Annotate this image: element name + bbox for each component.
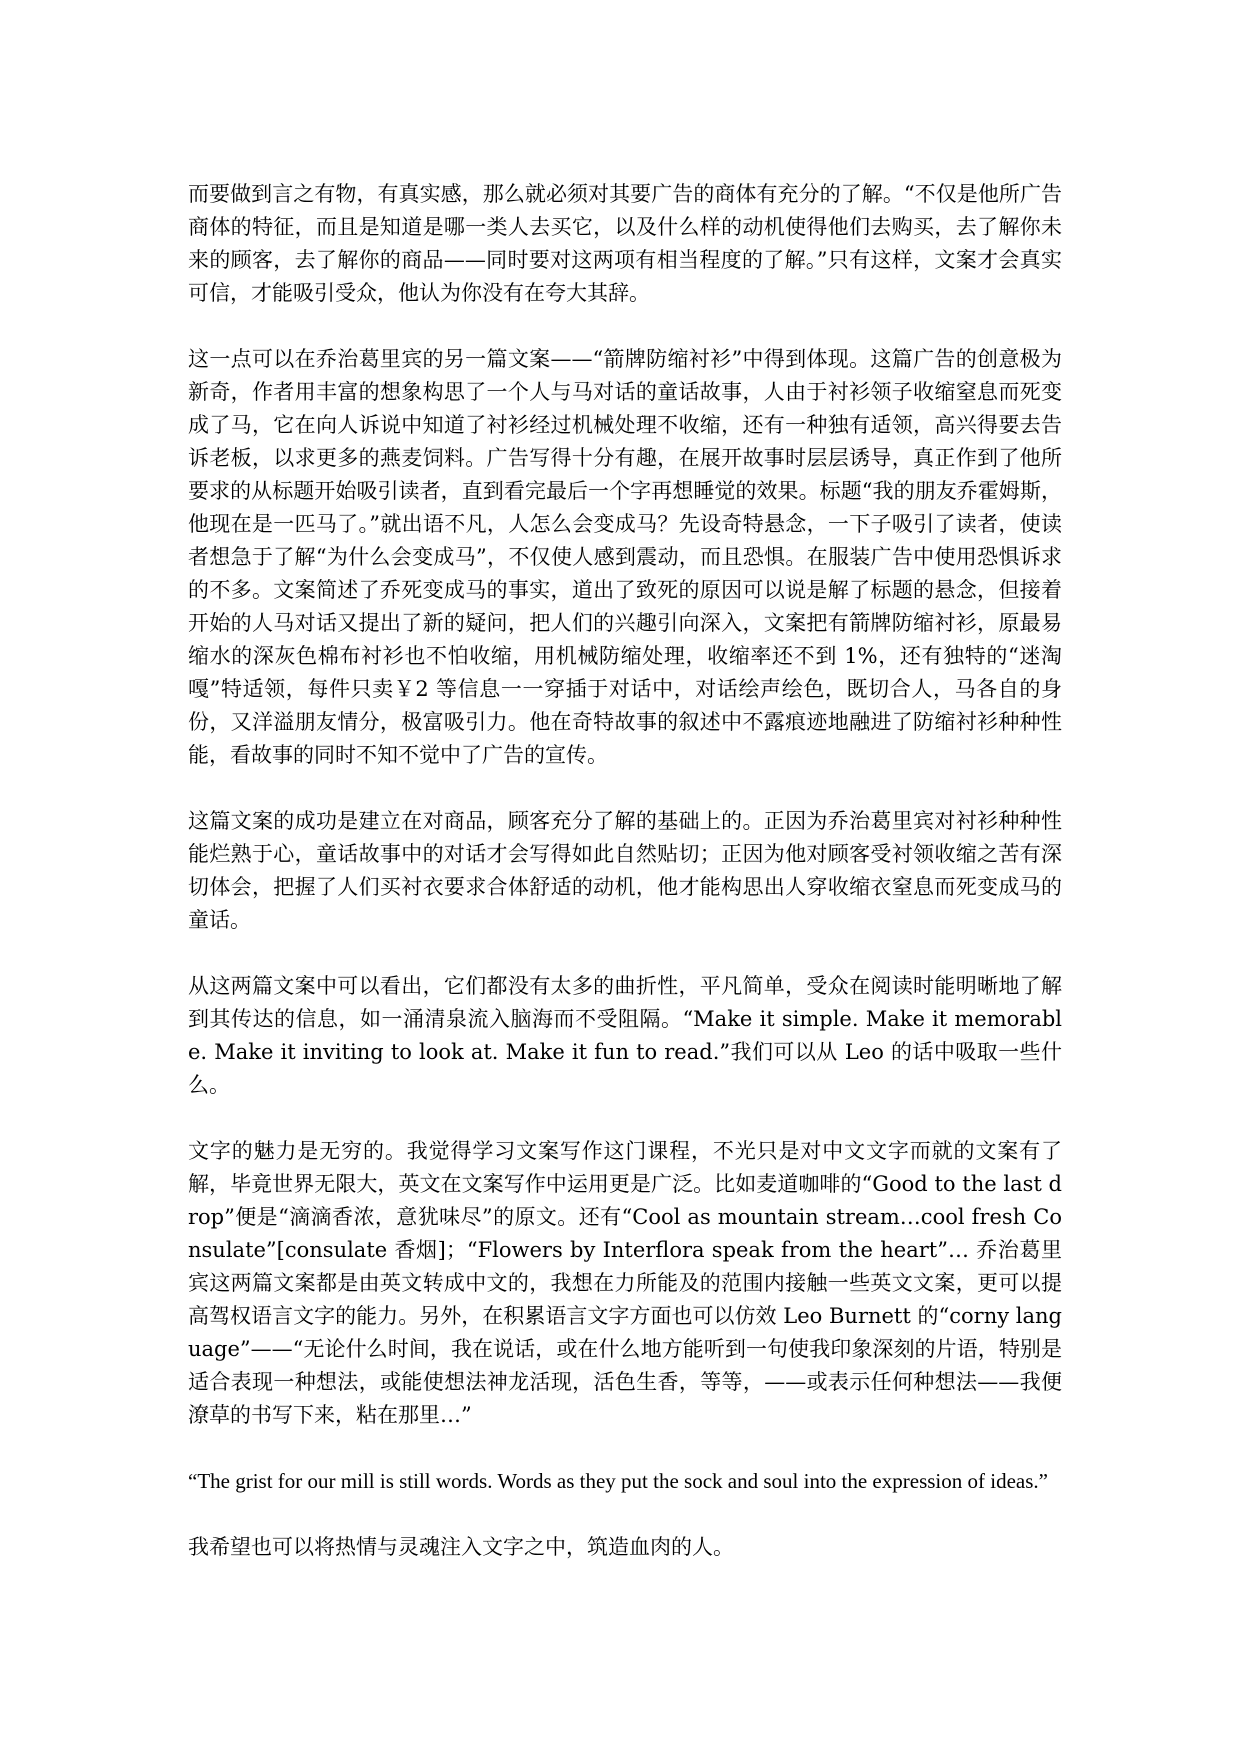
document-body [188, 178, 1062, 1564]
paragraph-3: 这篇文案的成功是建立在对商品，顾客充分了解的基础上的。正因为乔治葛里宾对衬衫种种性能烂熟于心，童话故事中的对话才会写得如此自然贴切；正因为他对顾客受衬领收缩之苦有深切体会，把握了人们买衬衣要求合体舒适的动机，他才能构思出人穿收缩衣窒息而死变成马的童话。 [188, 809, 1062, 932]
quote-paragraph: “The grist for our mill is still words. Words as they put the sock and soul into the expression of ideas.” [188, 1469, 1048, 1493]
paragraph-5: 文字的魅力是无穷的。我觉得学习文案写作这门课程，不光只是对中文文字而就的文案有了解，毕竟世界无限大，英文在文案写作中运用更是广泛。比如麦道咖啡的“Good to the last drop”便是“滴滴香浓，意犹味尽”的原文。还有“Cool as mountain stream…cool fresh Consulate”[consulate 香烟]；“Flowers by Interflora speak from the heart”… 乔治葛里宾这两篇文案都是由英文转成中文的，我想在力所能及的范围内接触一些英文文案，更可以提高驾权语言文字的能力。另外，在积累语言文字方面也可以仿效 Leo Burnett 的“corny language”——“无论什么时间，我在说话，或在什么地方能听到一句使我印象深刻的片语，特别是适合表现一种想法，或能使想法神龙活现，活色生香，等等，——或表示任何种想法——我便潦草的书写下来，粘在那里…” [188, 1139, 1062, 1427]
paragraph-2: 这一点可以在乔治葛里宾的另一篇文案——“箭牌防缩衬衫”中得到体现。这篇广告的创意极为新奇，作者用丰富的想象构思了一个人与马对话的童话故事，人由于衬衫领子收缩窒息而死变成了马，它在向人诉说中知道了衬衫经过机械处理不收缩，还有一种独有适领，高兴得要去告诉老板，以求更多的燕麦饲料。广告写得十分有趣，在展开故事时层层诱导，真正作到了他所要求的从标题开始吸引读者，直到看完最后一个字再想睡觉的效果。标题“我的朋友乔霍姆斯，他现在是一匹马了。”就出语不凡，人怎么会变成马？先设奇特悬念，一下子吸引了读者，使读者想急于了解“为什么会变成马”，不仅使人感到震动，而且恐惧。在服装广告中使用恐惧诉求的不多。文案简述了乔死变成马的事实，道出了致死的原因可以说是解了标题的悬念，但接着开始的人马对话又提出了新的疑问，把人们的兴趣引向深入，文案把有箭牌防缩衬衫，原最易缩水的深灰色棉布衬衫也不怕收缩，用机械防缩处理，收缩率还不到 1%，还有独特的“迷淘嘎”特适领，每件只卖￥2 等信息一一穿插于对话中，对话绘声绘色，既切合人，马各自的身份，又洋溢朋友情分，极富吸引力。他在奇特故事的叙述中不露痕迹地融进了防缩衬衫种种性能，看故事的同时不知不觉中了广告的宣传。 [188, 347, 1062, 767]
paragraph-1: 而要做到言之有物，有真实感，那么就必须对其要广告的商体有充分的了解。“不仅是他所广告商体的特征，而且是知道是哪一类人去买它，以及什么样的动机使得他们去购买，去了解你未来的顾客，去了解你的商品——同时要对这两项有相当程度的了解。”只有这样，文案才会真实可信，才能吸引受众，他认为你没有在夸大其辞。 [188, 182, 1062, 305]
paragraph-4: 从这两篇文案中可以看出，它们都没有太多的曲折性，平凡简单，受众在阅读时能明晰地了解到其传达的信息，如一涌清泉流入脑海而不受阻隔。“Make it simple. Make it memorable. Make it inviting to look at. Make it fun to read.”我们可以从 Leo 的话中吸取一些什么。 [188, 974, 1062, 1097]
closing-paragraph: 我希望也可以将热情与灵魂注入文字之中，筑造血肉的人。 [188, 1535, 734, 1559]
